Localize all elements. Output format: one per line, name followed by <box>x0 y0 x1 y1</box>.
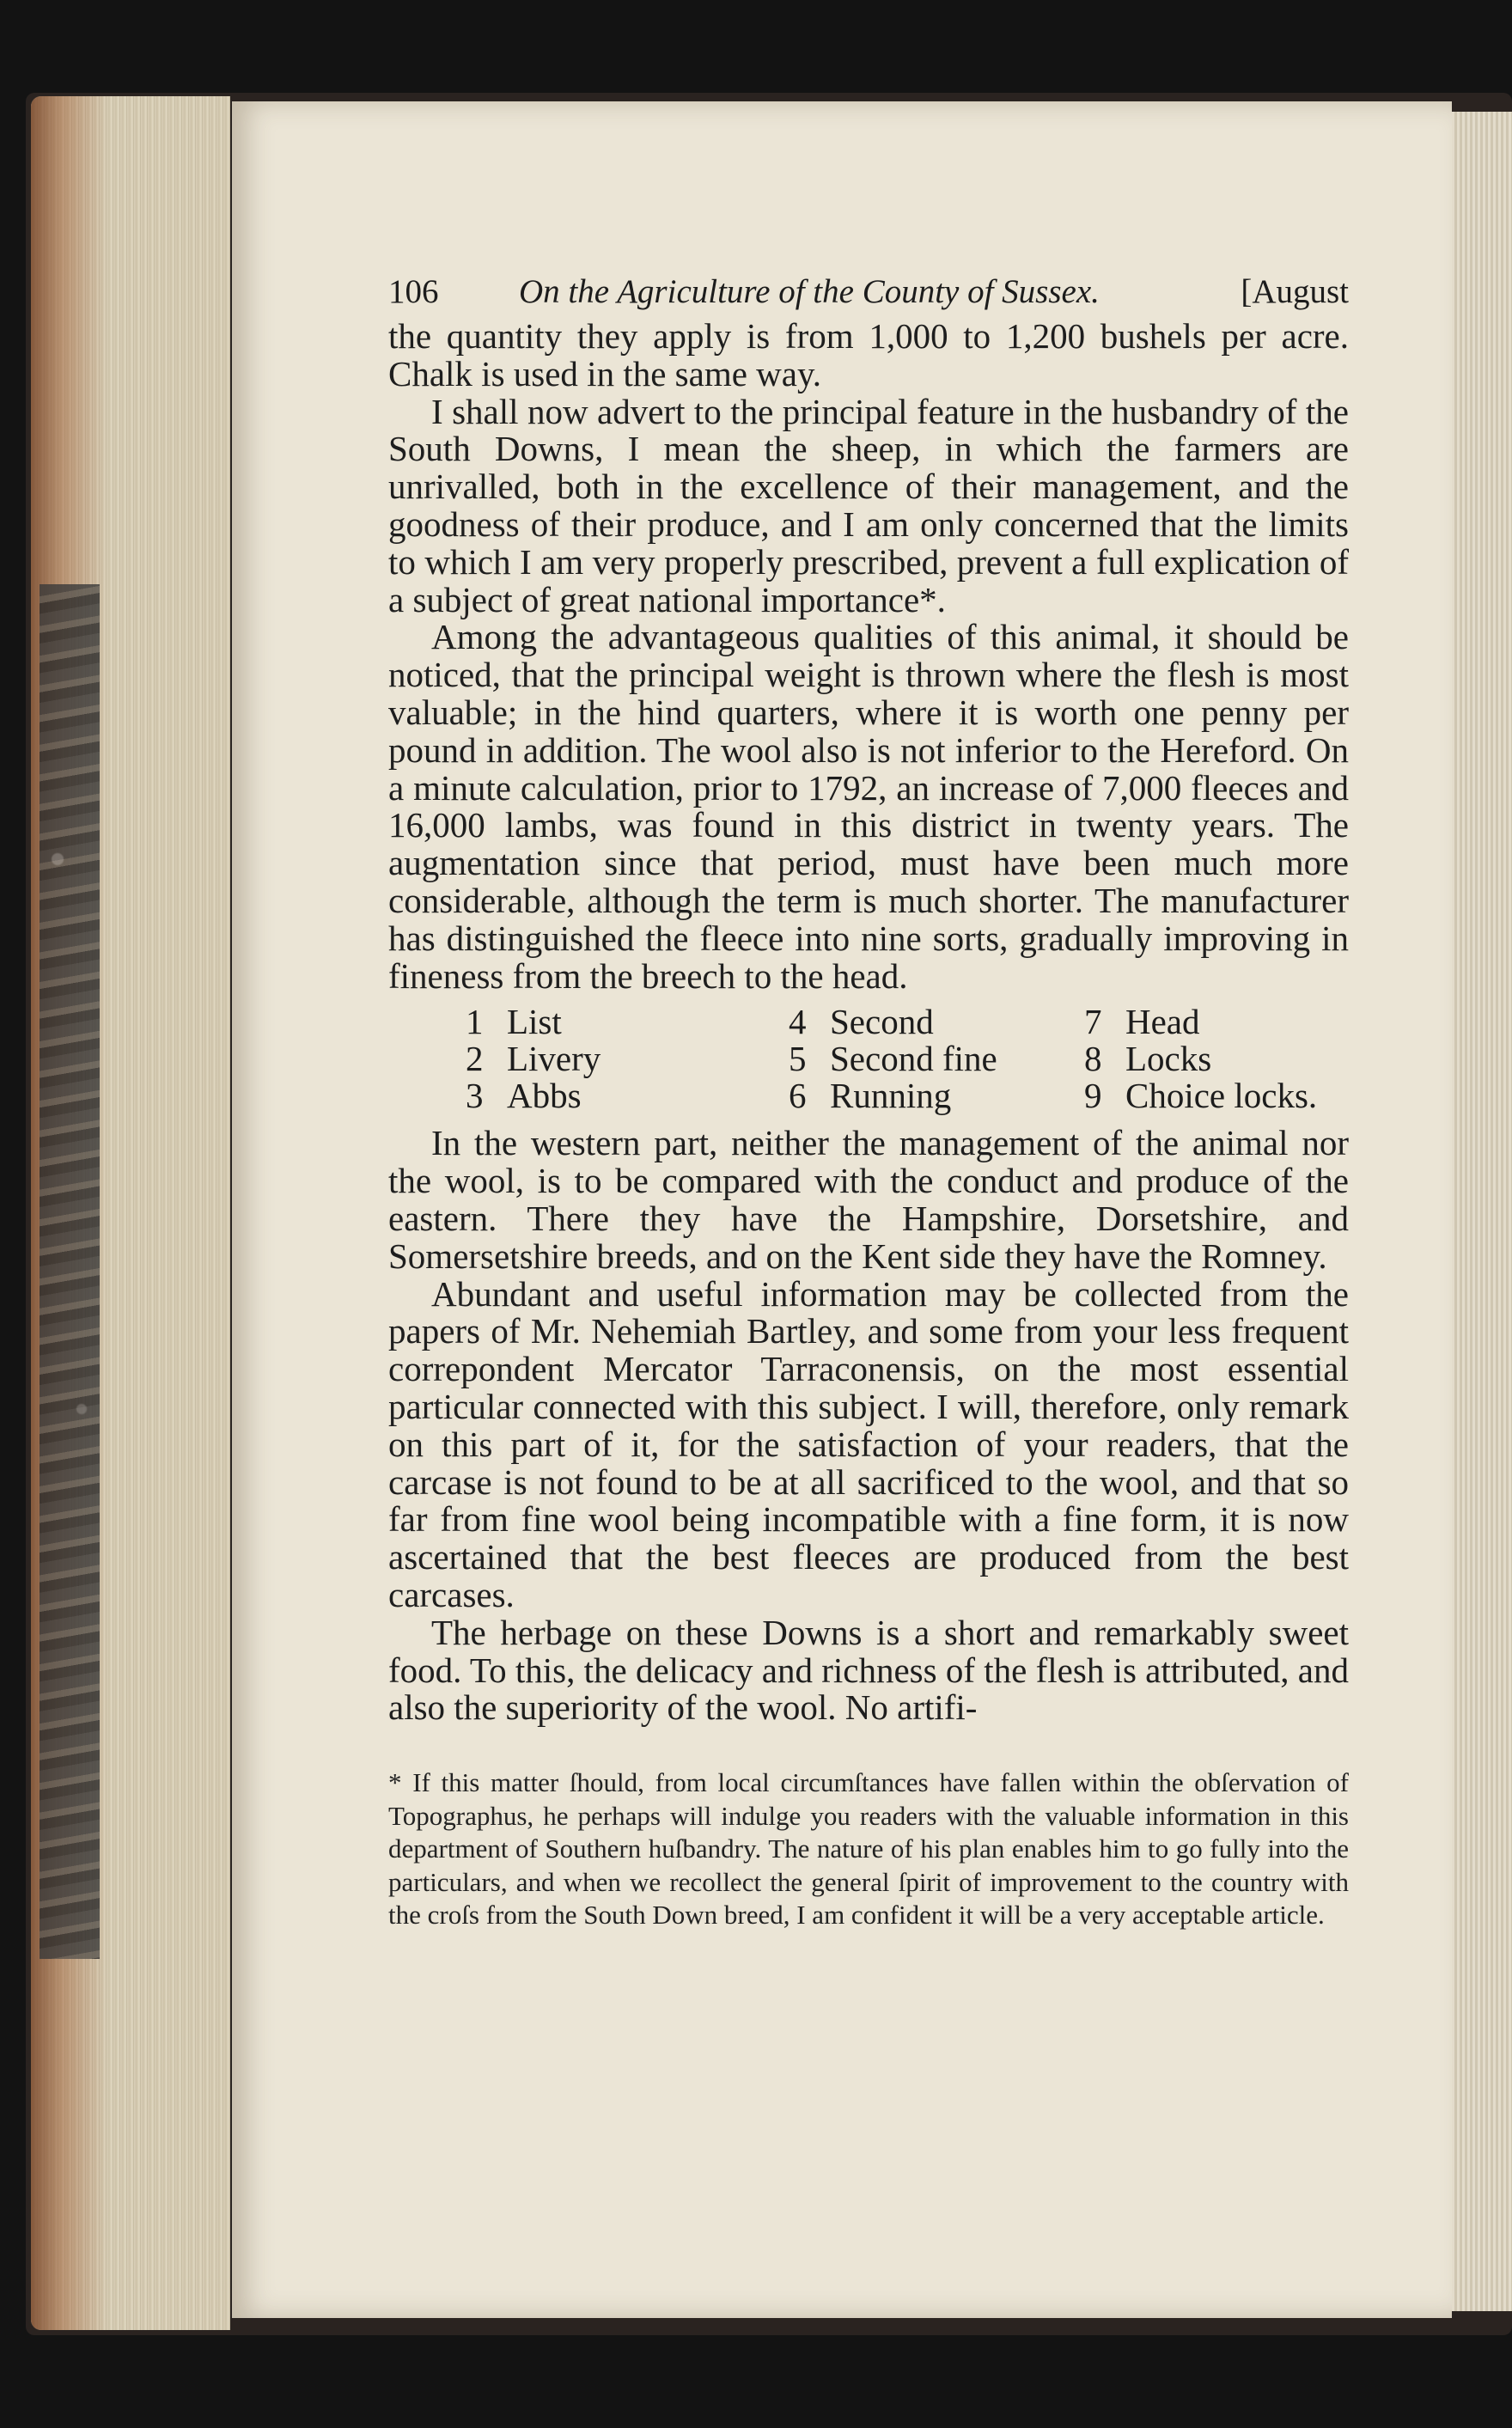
paragraph: In the western part, neither the management of the animal nor the wool, is to be compared with the conduct and produce of the eastern. There they have the Hampshire, Dorsetshire, and Somersetshire breeds, and on the Kent side they have the Romney. <box>388 1123 1349 1276</box>
list-item: 1 List <box>466 1002 562 1042</box>
list-item: 5 Second fine <box>789 1039 997 1079</box>
page-number: 106 <box>388 273 439 310</box>
list-item: 3 Abbs <box>466 1076 582 1116</box>
paragraph: The herbage on these Downs is a short and remarkably sweet food. To this, the delicacy and richness of the flesh is attributed, and also the superiority of the wool. No artifi- <box>388 1612 1349 1728</box>
paragraph: Among the advantageous qualities of this animal, it should be noticed, that the principal weight is thrown where the flesh is most valuable; in the hind quarters, where it is worth one penny per pound in addition. The wool also is not inferior to the Hereford. On a minute calculation, prior to 1792, an increase of 7,000 fleeces and 16,000 lambs, was found in this district in twenty years. The augmentation since that period, must have been much more considerable, although the term is much shorter. The manufacturer has distinguished the fleece into nine sorts, gradually improving in fineness from the breech to the head. <box>388 617 1349 996</box>
list-item: 7 Head <box>1084 1002 1200 1042</box>
wool-sorts-list <box>466 1004 1349 1114</box>
list-item: 4 Second <box>789 1002 934 1042</box>
list-item: 6 Running <box>789 1076 952 1116</box>
marbled-cover-edge <box>40 584 100 1959</box>
paragraph: Abundant and useful information may be collected from the papers of Mr. Nehemiah Bartley, and some from your less frequent correpondent Mercator Tarraconensis, on the most essential particular connected with this subject. I will, therefore, only remark on this part of it, for the satisfaction of your readers, that the carcase is not found to be at all sacrificed to the wool, and that so far from fine wool being incompatible with a fine form, it is now ascertained that the best fleeces are produced from the best carcases. <box>388 1273 1349 1614</box>
running-header <box>388 266 1349 318</box>
header-month: [August <box>1241 273 1349 310</box>
paragraph: I shall now advert to the principal feature in the husbandry of the South Downs, I mean the sheep, in which the farmers are unrivalled, both in the excellence of their management, and the goodness of their produce, and I am only concerned that the limits to which I am very properly prescribed, prevent a full explication of a subject of great national importance*. <box>388 391 1349 619</box>
running-title: On the Agriculture of the County of Sussex. <box>519 273 1100 310</box>
list-item: 9 Choice locks. <box>1084 1076 1318 1116</box>
footnote: * If this matter ſhould, from local circumſtances have fallen within the obſervation of Topographus, he perhaps will indulge you readers with the valuable information in this department of Southern huſbandry. The nature of his plan enables him to go fully into the particulars, and when we recollect the general ſpirit of improvement to the country with the croſs from the South Down breed, I am confident it will be a very acceptable article. <box>388 1767 1349 1931</box>
main-body <box>388 318 1349 1727</box>
paragraph: the quantity they apply is from 1,000 to 1,200 bushels per acre. Chalk is used in the same way. <box>388 316 1349 393</box>
page-edges-right <box>1452 112 1512 2311</box>
page-text <box>388 266 1349 1932</box>
list-item: 2 Livery <box>466 1039 601 1079</box>
list-item: 8 Locks <box>1084 1039 1212 1079</box>
